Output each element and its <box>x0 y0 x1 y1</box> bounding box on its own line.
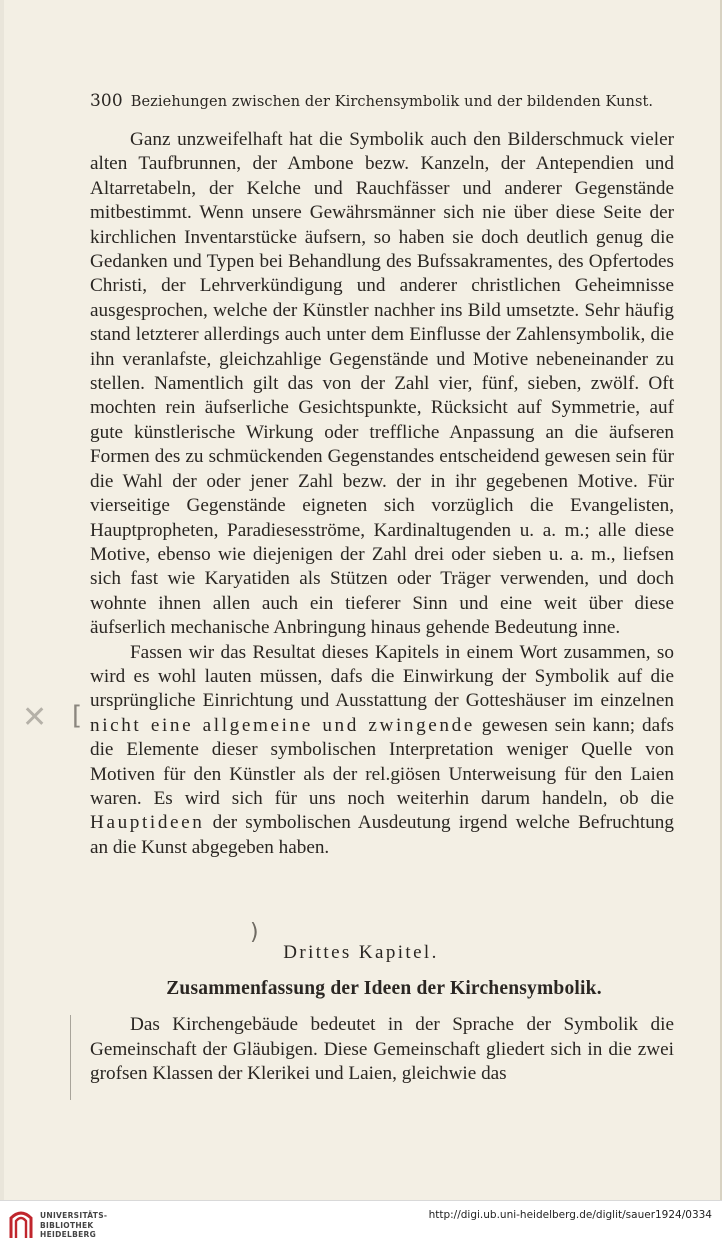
permalink-url[interactable]: http://digi.ub.uni-heidelberg.de/diglit/sauer1924/0334 <box>428 1209 712 1221</box>
running-header <box>90 91 654 111</box>
running-title: Beziehungen zwischen der Kirchensymbolik und der bildenden Kunst. <box>130 94 654 110</box>
pencil-margin-line <box>70 1015 71 1100</box>
chapter-title: Zusammenfassung der Ideen der Kirchensymbolik. <box>166 978 602 999</box>
library-logo-icon <box>8 1206 34 1240</box>
paragraph-1: Ganz unzweifelhaft hat die Symbolik auch den Bilderschmuck vieler alten Taufbrunnen, der Ambone bezw. Kanzeln, der Antependien und Altarretabeln, der Kelche und Rauchfässer und anderer Gegenstände mitbestimmt. Wenn unsere Gewährsmänner sich nie über diese Seite der kirchlichen Inventarstücke äufsern, so haben sie doch deutlich genug die Gedanken und Typen bei Behandlung des Bufssakramentes, des Opfertodes Christi, der Lehrverkündigung und anderer christlichen Geheimnisse ausgesprochen, welche der Künstler nachher ins Bild umsetzte. Sehr häufig stand letzterer allerdings auch unter dem Einflusse der Zahlensymbolik, die ihn veranlafste, gleichzahlige Gegenstände und Motive nebeneinander zu stellen. Namentlich gilt das von der Zahl vier, fünf, sieben, zwölf. Oft mochten rein äufserliche Gesichtspunkte, Rücksicht auf Symmetrie, auf gute künstlerische Wirkung oder treffliche Anpassung an die äufseren Formen des zu schmückenden Gegenstandes entscheidend gewesen sein für die Wahl der oder jener Zahl bezw. der in ihr gegebenen Motive. Für vierseitige Gegenstände eigneten sich vorzüglich die Evangelisten, Hauptpropheten, Paradiesesströme, Kardinaltugenden u. a. m.; alle diese Motive, ebenso wie diejenigen der Zahl drei oder sieben u. a. m., liefsen sich fast wie Karyatiden als Stützen oder Träger verwenden, und doch wohnte ihnen allen auch ein tieferer Sinn und eine weit über diese äufserlich mechanische Anbringung hinaus gehende Bedeutung inne. <box>90 129 674 639</box>
library-logo-text <box>40 1211 107 1240</box>
paragraph-2-text: gewesen sein kann; dafs die Elemente dieser symbolischen Interpretation weniger Quelle von Motiven für den Künstler als der rel.giösen Unterweisung für den Laien waren. Es wird sich für uns noch weiterhin darum handeln, ob die <box>90 714 674 809</box>
paragraph-2-text: der symbolischen Ausdeutung irgend welche Befruchtung an die Kunst abgegeben haben. <box>90 812 674 858</box>
chapter-label: Drittes Kapitel. <box>283 942 439 963</box>
paragraph-2-text: Fassen wir das Resultat dieses Kapitels in einem Wort zusammen, so wird es wohl lauten müssen, dafs die Einwirkung der Symbolik auf die ursprüngliche Einrichtung und Ausstattung der Gotteshäuser im einzelnen <box>90 641 674 712</box>
spaced-emphasis: nicht eine allgemeine und zwingende <box>90 714 475 736</box>
spaced-emphasis: Hauptideen <box>90 812 205 834</box>
main-text <box>90 128 674 860</box>
logo-line: BIBLIOTHEK <box>40 1220 94 1230</box>
pencil-x-mark: ✕ <box>22 700 48 735</box>
page-number: 300 <box>90 91 123 111</box>
pencil-bracket-mark: [ <box>72 701 83 731</box>
chapter-text <box>90 1013 674 1087</box>
logo-line: UNIVERSITÄTS- <box>40 1211 108 1220</box>
viewer-footer <box>0 1200 722 1253</box>
logo-line: HEIDELBERG <box>40 1230 97 1239</box>
paragraph-2 <box>90 641 674 861</box>
pencil-scribble-mark: ) <box>250 920 259 945</box>
paragraph-3: Das Kirchengebäude bedeutet in der Sprache der Symbolik die Gemeinschaft der Gläubigen. Diese Gemeinschaft gliedert sich in die zwei grofsen Klassen der Klerikei und Laien, gleichwie das <box>90 1014 674 1084</box>
